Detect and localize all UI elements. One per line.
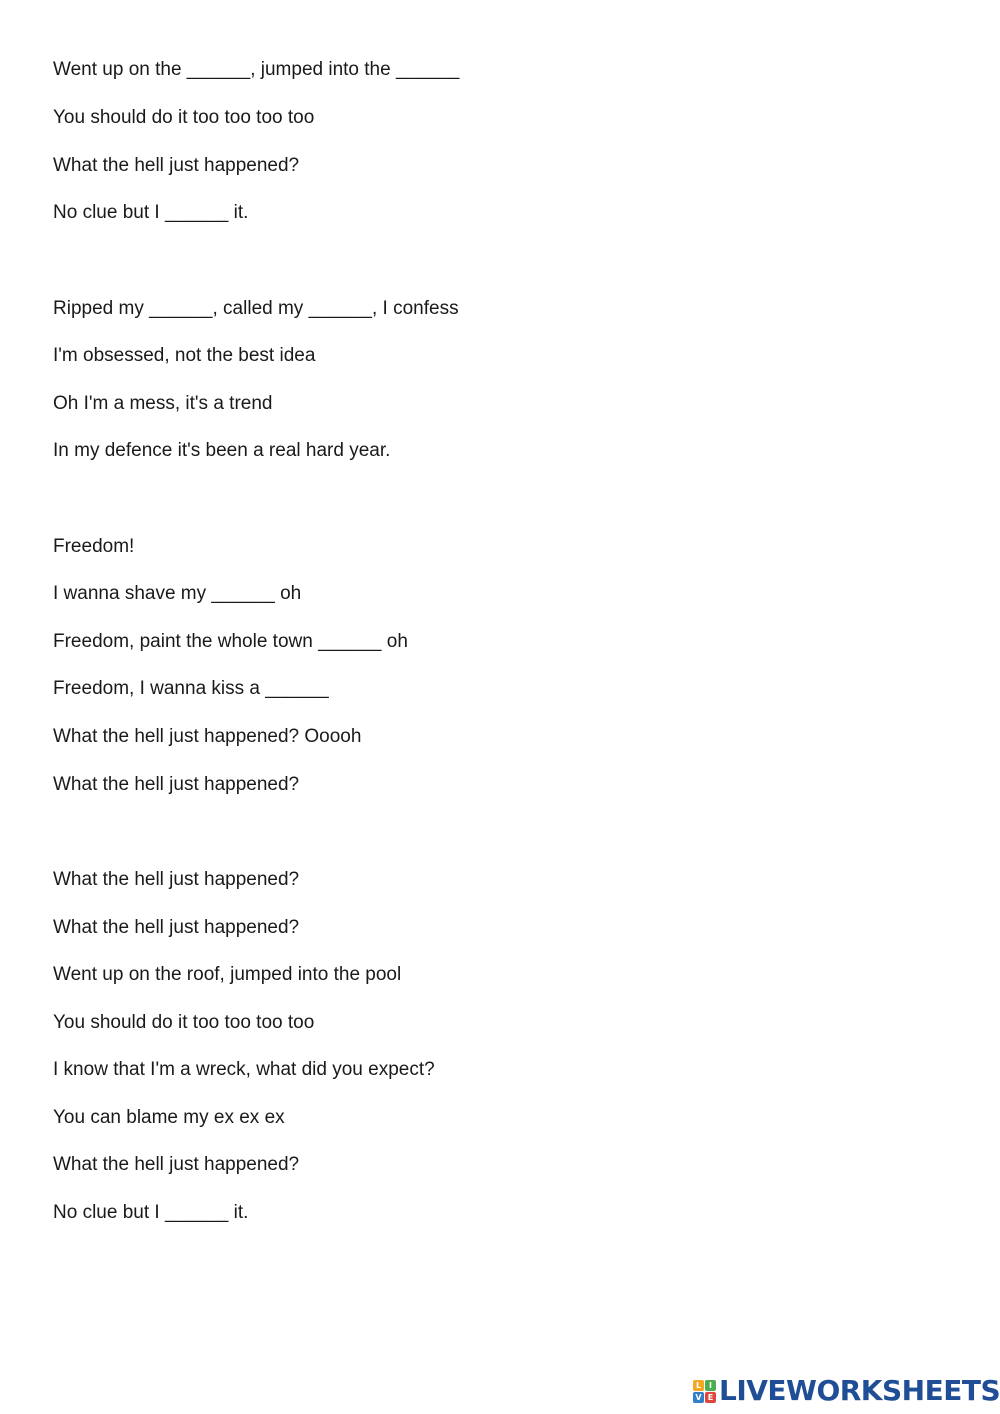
lyric-line: In my defence it's been a real hard year. <box>53 440 391 461</box>
lyric-line: Freedom, paint the whole town ______ oh <box>53 631 408 652</box>
lyric-line: Oh I'm a mess, it's a trend <box>53 393 273 414</box>
lyric-line: You should do it too too too too <box>53 107 315 128</box>
lyric-line: What the hell just happened? Ooooh <box>53 726 362 747</box>
lyric-line: I know that I'm a wreck, what did you expect? <box>53 1059 435 1080</box>
logo-tile: I <box>705 1380 716 1391</box>
lyric-line: What the hell just happened? <box>53 155 300 176</box>
lyric-line: Went up on the roof, jumped into the pool <box>53 964 402 985</box>
lyric-line: Freedom, I wanna kiss a ______ <box>53 678 329 699</box>
lyric-line: Freedom! <box>53 536 135 557</box>
lyric-line: Ripped my ______, called my ______, I confess <box>53 298 459 319</box>
lyric-line: I'm obsessed, not the best idea <box>53 345 316 366</box>
lyric-line: You can blame my ex ex ex <box>53 1107 285 1128</box>
liveworksheets-logo-icon <box>693 1380 716 1403</box>
lyric-line: What the hell just happened? <box>53 869 300 890</box>
logo-wordmark: LIVEWORKSHEETS <box>719 1374 1000 1407</box>
lyric-line: Went up on the ______, jumped into the ______ <box>53 59 460 80</box>
lyric-line: What the hell just happened? <box>53 917 300 938</box>
lyric-line: What the hell just happened? <box>53 774 300 795</box>
lyric-line: You should do it too too too too <box>53 1012 315 1033</box>
logo-tile: V <box>693 1392 704 1403</box>
lyric-line: What the hell just happened? <box>53 1154 300 1175</box>
logo-tile: L <box>693 1380 704 1391</box>
liveworksheets-logo <box>693 1374 1000 1408</box>
lyric-line: I wanna shave my ______ oh <box>53 583 302 604</box>
logo-tile: E <box>705 1392 716 1403</box>
lyric-line: No clue but I ______ it. <box>53 202 249 223</box>
lyric-line: No clue but I ______ it. <box>53 1202 249 1223</box>
